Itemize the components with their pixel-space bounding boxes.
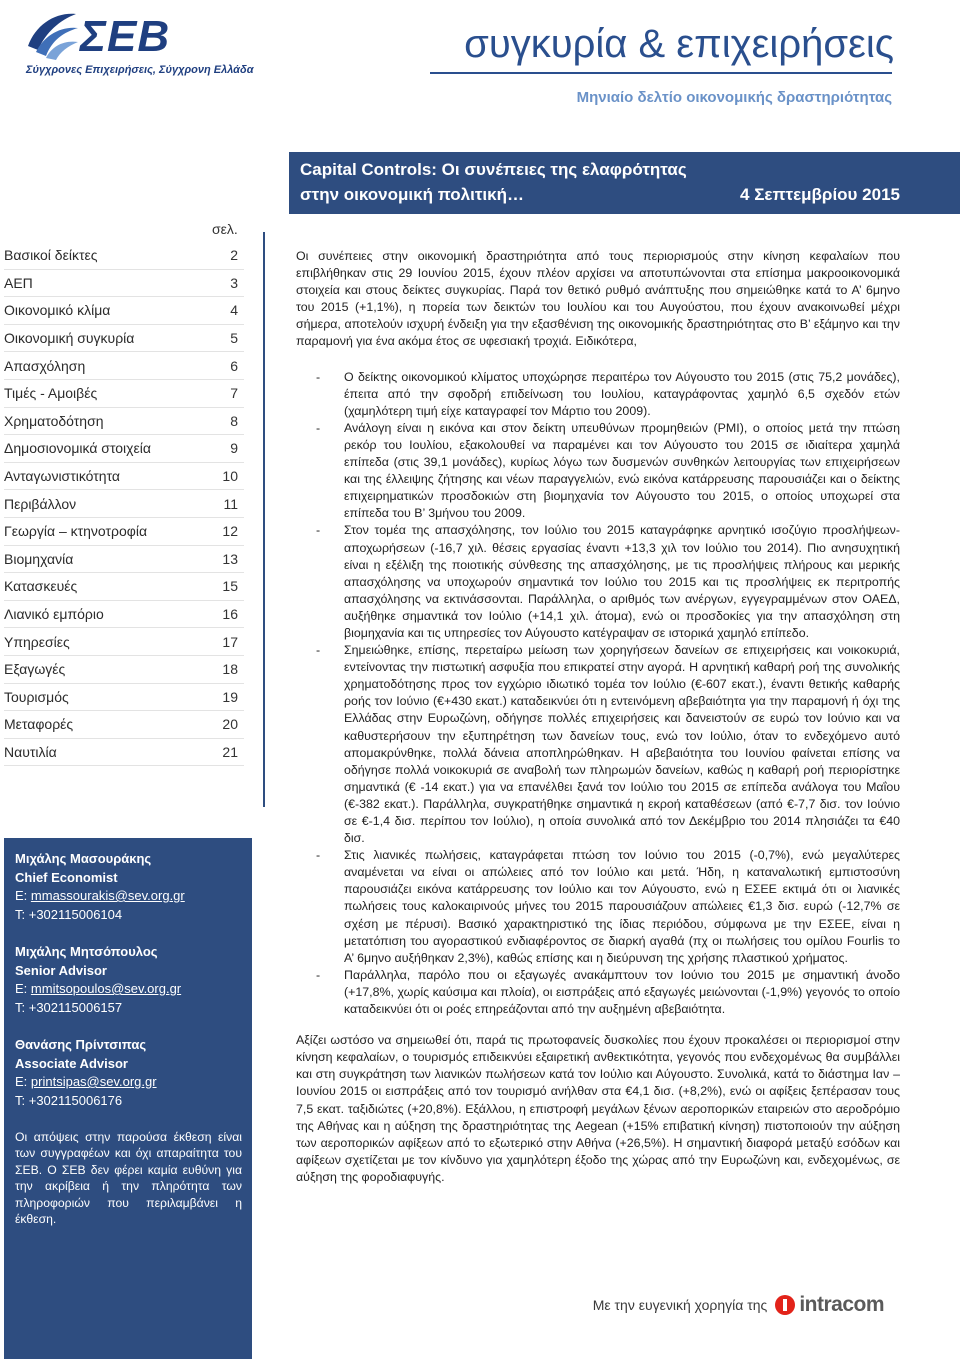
contact-name: Θανάσης Πρίντσιπας xyxy=(15,1037,147,1052)
toc-item-page: 16 xyxy=(222,606,238,623)
contact-email-link[interactable]: mmitsopoulos@sev.org.gr xyxy=(30,981,182,996)
headline-band xyxy=(289,152,960,214)
toc-item-label: Γεωργία – κτηνοτροφία xyxy=(4,523,148,540)
sponsor-text: Με την ευγενική χορηγία της xyxy=(592,1297,768,1313)
contact-email-line xyxy=(15,1073,242,1092)
sev-tagline: Σύγχρονες Επιχειρήσεις, Σύγχρονη Ελλάδα xyxy=(26,64,254,76)
email-prefix: E: xyxy=(15,888,31,903)
toc-item[interactable] xyxy=(4,518,244,546)
toc-item-label: Ανταγωνιστικότητα xyxy=(4,468,120,485)
issue-date: 4 Σεπτεμβρίου 2015 xyxy=(740,185,900,204)
toc-item[interactable] xyxy=(4,380,244,408)
toc-item-page: 20 xyxy=(222,716,238,733)
title-rule xyxy=(430,72,892,74)
bullet-text: Ανάλογη είναι η εικόνα και στον δείκτη υπευθύνων προμηθειών (PMI), ο οποίος μετά την πτώση ρεκόρ του Ιουλίου, εξακολουθεί να παραμένει και τον Αύγουστο του 2015 σε ιδιαίτερα χαμηλά επίπεδα (στις 39,1 μονάδες), κυρίως λόγω των δυσμενών συνθηκών λειτουργίας των επιχειρήσεων και της έλλειψης ζήτησης και νέων παραγγελιών, ενώ εικόνα κατάρρευσης παρουσιάζει και ο δείκτης επιχειρηματικών προσδοκιών στη βιομηχανία τον Αύγουστο του 2015, ο οποίος υποχωρεί στα επίπεδα του Β’ 3μήνου του 2009. xyxy=(344,420,900,521)
toc-item-label: Δημοσιονομικά στοιχεία xyxy=(4,440,151,457)
headline-line-1: Capital Controls: Οι συνέπειες της ελαφρότητας xyxy=(300,160,687,179)
sev-wordmark: ΣΕΒ xyxy=(80,12,171,61)
bullet-marker: - xyxy=(316,523,321,538)
toc-item-page: 12 xyxy=(222,523,238,540)
toc-item[interactable] xyxy=(4,270,244,298)
bullet-item xyxy=(296,642,900,847)
contact-email-link[interactable]: printsipas@sev.org.gr xyxy=(30,1074,157,1089)
toc-item-label: Χρηματοδότηση xyxy=(4,412,104,429)
toc-item-label: Μεταφορές xyxy=(4,716,74,733)
sev-emblem-icon xyxy=(22,6,82,62)
toc-item[interactable] xyxy=(4,352,244,380)
toc-item-label: Οικονομική συγκυρία xyxy=(4,330,135,347)
bullet-marker: - xyxy=(316,967,321,982)
intracom-logo-icon xyxy=(775,1295,795,1315)
toc-item-page: 18 xyxy=(222,661,238,678)
toc-item-page: 3 xyxy=(230,274,238,291)
contact-card xyxy=(15,943,242,1017)
toc-item-page: 7 xyxy=(230,385,238,402)
toc-item[interactable] xyxy=(4,408,244,436)
toc-item[interactable] xyxy=(4,656,244,684)
bullet-item xyxy=(296,847,900,967)
contact-phone: T: +302115006176 xyxy=(15,1092,123,1108)
bullet-item xyxy=(296,369,900,420)
table-of-contents xyxy=(4,242,244,766)
contact-phone: T: +302115006104 xyxy=(15,906,123,922)
contact-role: Senior Advisor xyxy=(15,962,107,978)
toc-item-page: 9 xyxy=(230,440,238,457)
toc-item-label: Εξαγωγές xyxy=(4,661,66,678)
toc-page-column-label: σελ. xyxy=(212,221,238,237)
sponsor-brand: intracom xyxy=(799,1293,884,1316)
toc-item-page: 15 xyxy=(222,578,238,595)
toc-item[interactable] xyxy=(4,325,244,353)
toc-item-label: Βιομηχανία xyxy=(4,550,74,567)
sponsor-credit xyxy=(593,1293,884,1317)
headline-line-2: στην οικονομική πολιτική… xyxy=(300,185,525,204)
toc-item[interactable] xyxy=(4,490,244,518)
toc-item[interactable] xyxy=(4,463,244,491)
intro-paragraph: Οι συνέπειες στην οικονομική δραστηριότητα από τους περιορισμούς στην κίνηση κεφαλαίων που επιβλήθηκαν στις 29 Ιουνίου 2015, έχουν πλέον αρχίσει να αποτυπώνονται στα επίσημα μακροοικονομικά στοιχεία και στους δείκτες συγκυρίας. Παρά τον θετικό ρυθμό ανάπτυξης που σημειώθηκε κατά το Α’ 6μηνο του 2015 (+1,1%), η πορεία των δεικτών του Ιουλίου και του Αυγούστου, που έχουν ανακοινωθεί μέχρι σήμερα, αποτελούν ισχυρή ένδειξη για την εξασθένιση της οικονομικής δραστηριότητας στο Β’ εξάμηνο και την παραμονή για ένα ακόμα έτος σε υφεσιακή τροχιά. Ειδικότερα, xyxy=(296,249,900,349)
contact-name: Μιχάλης Μητσόπουλος xyxy=(15,944,158,959)
toc-item-label: Βασικοί δείκτες xyxy=(4,247,98,264)
publication-title: συγκυρία & επιχειρήσεις xyxy=(464,22,894,66)
email-prefix: E: xyxy=(15,981,31,996)
toc-item-page: 19 xyxy=(222,688,238,705)
contact-role: Associate Advisor xyxy=(15,1055,128,1071)
toc-item-page: 17 xyxy=(222,633,238,650)
contact-role: Chief Economist xyxy=(15,869,118,885)
toc-item-label: Τουρισμός xyxy=(4,688,69,705)
bullet-item xyxy=(296,967,900,1018)
toc-item-label: Ναυτιλία xyxy=(4,743,57,760)
toc-item-page: 11 xyxy=(223,495,238,512)
bullet-text: Στον τομέα της απασχόλησης, τον Ιούλιο του 2015 καταγράφηκε αρνητικό ισοζύγιο προσλήψεων-αποχωρήσεων (-16,7 χιλ. θέσεις εργασίας έναντι +13,3 χιλ τον Ιούλιο του 2014). Πιο ανησυχητική είναι η εξέλιξη της ποιοτικής σύνθεσης της απασχόλησης, με τις προσλήψεις πλήρους και μερικής απασχόλησης να υποχωρούν σημαντικά τον Ιούλιο του 2015 και τις προσλήψεις εκ περιτροπής απασχόλησης να εκτινάσσονται. Παράλληλα, ο αριθμός των ανέργων, εγγεγραμμένων στον ΟΑΕΔ, αυξήθηκε σημαντικά τον Ιούλιο (+14,1 χιλ. άτομα), ενώ οι προσδοκίες για την απασχόληση στη βιομηχανία και τις υπηρεσίες τον Αύγουστο κατέγραψαν σε ιστορικά χαμηλό επίπεδο. xyxy=(344,523,900,640)
toc-item-page: 5 xyxy=(230,330,238,347)
toc-item[interactable] xyxy=(4,601,244,629)
toc-item[interactable] xyxy=(4,546,244,574)
sev-logo xyxy=(22,6,254,78)
toc-item[interactable] xyxy=(4,628,244,656)
toc-item[interactable] xyxy=(4,711,244,739)
contact-email-link[interactable]: mmassourakis@sev.org.gr xyxy=(30,888,185,903)
contact-list xyxy=(15,850,242,1110)
email-prefix: E: xyxy=(15,1074,31,1089)
toc-item-label: Περιβάλλον xyxy=(4,495,77,512)
toc-item[interactable] xyxy=(4,242,244,270)
contact-card xyxy=(15,850,242,924)
bullet-item xyxy=(296,522,900,642)
bullet-marker: - xyxy=(316,369,321,384)
toc-item[interactable] xyxy=(4,573,244,601)
contact-email-line xyxy=(15,887,242,906)
closing-paragraph: Αξίζει ωστόσο να σημειωθεί ότι, παρά τις πρωτοφανείς δυσκολίες που έχουν προκαλέσει οι περιορισμοί στην κίνηση κεφαλαίων, ο τουρισμός επιδεικνύει εξαιρετική ανθεκτικότητα, γεγονός που ενδεχομένως θα συμβάλλει και στη συγκράτηση των λιανικών πωλήσεων κατά τον Ιούλιο και Αύγουστο. Συνολικά, κατά το διάστημα Ιαν – Ιουνίου 2015 οι εισπράξεις από τον τουρισμό ανήλθαν στα €4,1 δισ. (+8,2%), ενώ οι αφίξεις ξεπέρασαν τους 7,5 εκατ. ταξιδιώτες (+20,8%). Εξάλλου, η επιστροφή μεγάλων ξένων αεροπορικών εταιρειών στο αεροδρόμιο της Αθήνας και η αύξηση της δραστηριότητας της Aegean (+15% επιβατική κίνηση) πιστοποιούν την αύξηση των αεροπορικών αφίξεων από το εξωτερικό στην Αθήνα (+26,5%). Η σημαντική διαφορά μεταξύ εσόδων και αφίξεων σχετίζεται με τον κίνδυνο για χαμηλότερη έξοδο της χώρας από την Ευρωζώνη και, ενδεχομένως, σε αύξηση της φοροδιαφυγής. xyxy=(296,1033,900,1184)
bullet-text: Παράλληλα, παρόλο που οι εξαγωγές ανακάμπτουν τον Ιούνιο του 2015 με σημαντική άνοδο (+17,8%, χωρίς καύσιμα και πλοία), οι εισπράξεις από εξαγωγές μειώνονται (-1,9%) γεγονός το οποίο καταδεικνύει ότι οι ροές επηρεάζονται από την αυξημένη αβεβαιότητα. xyxy=(344,967,900,1017)
contacts-panel xyxy=(4,838,252,1359)
toc-item-page: 4 xyxy=(230,302,238,319)
contact-email-line xyxy=(15,980,242,999)
bullet-text: Ο δείκτης οικονομικού κλίματος υποχώρησε περαιτέρω τον Αύγουστο του 2015 (στις 75,2 μονάδες), έπειτα από την σφοδρή επιδείνωση του Ιουλίου, καταγράφοντας χαμηλό 6,5 σχεδόν ετών (χαμηλότερη τιμή είχε καταγραφεί τον Μάρτιο του 2009). xyxy=(344,369,900,418)
toc-item[interactable] xyxy=(4,435,244,463)
bullet-marker: - xyxy=(316,848,321,863)
toc-item-label: ΑΕΠ xyxy=(4,274,33,291)
toc-item-label: Υπηρεσίες xyxy=(4,633,70,650)
toc-item[interactable] xyxy=(4,297,244,325)
main-article xyxy=(296,248,900,1186)
bullet-text: Σημειώθηκε, επίσης, περεταίρω μείωση των χορηγήσεων δανείων σε επιχειρήσεις και νοικοκυριά, εντείνοντας την πιστωτική ασφυξία που επικρατεί στην αγορά. Η αρνητική καθαρή ροή της συνολικής χρηματοδότησης προς τον εγχώριο ιδιωτικό τομέα τον Ιούλιο (€-607 εκατ.), έναντι θετικής καθαρής ροής τον Ιούνιο (€+430 εκατ.) καταδεικνύει ότι η εντεινόμενη αβεβαιότητα για την παραμονή ή όχι της Ελλάδας στην Ευρωζώνη, οδήγησε πολλές επιχειρήσεις και δανειστούν σε ευρώ τον Ιούνιο και να καθυστερήσουν την εξυπηρέτηση των δανείων τους, ενώ τον Ιούλιο, όταν το ενδεχόμενο αυτό απομακρύνθηκε, πολλά δάνεια αποπληρώθηκαν. Η αβεβαιότητα του Ιουνίου φαίνεται επίσης να οδήγησε πολλά νοικοκυριά σε αναβολή των πληρωμών δανείων, καθώς η καθαρή ροή περιορίστηκε σημαντικά (€ -14 εκατ.) για να επανέλθει ξανά τον Ιούλιο του 2015 σε επίπεδα ανάλογα του Μαΐου (€-382 εκατ.). Παράλληλα, συγκρατήθηκε σημαντικά η εκροή καταθέσεων (από €-7,7 δισ. τον Ιούνιο σε €-1,4 δισ. περίπου τον Ιούλιο), η οποία συνολικά από τον Δεκέμβριο του 2014 πλησιάζει τα €40 δισ. xyxy=(344,643,900,846)
contact-card xyxy=(15,1036,242,1110)
toc-item-page: 2 xyxy=(230,247,238,264)
toc-item-page: 10 xyxy=(222,468,238,485)
toc-item-label: Κατασκευές xyxy=(4,578,78,595)
bullet-text: Στις λιανικές πωλήσεις, καταγράφεται πτώση τον Ιούνιο του 2015 (-0,7%), ενώ μεγαλύτερες αναμένεται να είναι οι απώλειες από τον Ιούλιο και μετά. Ήδη, η καταναλωτική εμπιστοσύνη παρουσιάζει εικόνα κατάρρευσης τον Ιούλιο και τον Αύγουστο, ενώ η ΕΣΕΕ εκτιμά ότι οι λιανικές πωλήσεις τους καλοκαιρινούς μήνες του 2015 παρουσιάζουν απώλειες €1,3 δισ. ευρώ (-12,7% σε σχέση με πέρυσι). Βασικό χαρακτηριστικό της ίδιας περιόδου, σύμφωνα με την ΕΣΕΕ, είναι η μετατόπιση του αγοραστικού ενδιαφέροντος σε διαρκή αγαθά (πχ οι πωλήσεις του ομίλου Fourlis το Α’ 6μηνο αυξήθηκαν 2,3%), καθώς επίσης και η διεύρυνση της χρήσης πλαστικού χρήματος. xyxy=(344,848,900,965)
toc-item-label: Τιμές - Αμοιβές xyxy=(4,385,98,402)
disclaimer: Οι απόψεις στην παρούσα έκθεση είναι των συγγραφέων και όχι απαραίτητα του ΣΕΒ. Ο ΣΕΒ δεν φέρει καμία ευθύνη για την ακρίβεια ή την πληρότητα των πληροφοριών που περιλαμβάνει η έκθεση. xyxy=(15,1130,242,1227)
contact-name: Μιχάλης Μασουράκης xyxy=(15,851,152,866)
contact-phone: T: +302115006157 xyxy=(15,999,123,1015)
toc-item-page: 13 xyxy=(222,550,238,567)
bullet-marker: - xyxy=(316,643,321,658)
bullet-item xyxy=(296,420,900,523)
toc-item-label: Οικονομικό κλίμα xyxy=(4,302,111,319)
toc-item-page: 21 xyxy=(222,743,238,760)
toc-divider xyxy=(263,232,265,807)
toc-item-page: 8 xyxy=(230,412,238,429)
toc-item[interactable] xyxy=(4,684,244,712)
bullet-list xyxy=(296,369,900,1019)
toc-item[interactable] xyxy=(4,739,244,767)
toc-item-label: Λιανικό εμπόριο xyxy=(4,606,104,623)
bullet-marker: - xyxy=(316,420,321,435)
toc-item-page: 6 xyxy=(230,357,238,374)
publication-subtitle: Μηνιαίο δελτίο οικονομικής δραστηριότητας xyxy=(576,89,892,106)
toc-item-label: Απασχόληση xyxy=(4,357,86,374)
